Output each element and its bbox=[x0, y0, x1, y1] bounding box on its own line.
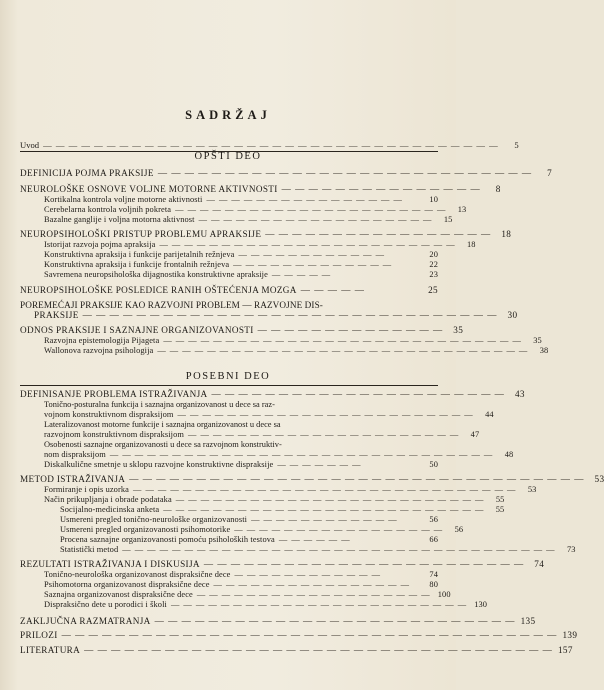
entry-page: 13 bbox=[457, 205, 467, 214]
toc-entry-text: POREMEĆAJI PRAKSIJE KAO RAZVOJNI PROBLEM — RAZVOJNE DIS- bbox=[20, 300, 323, 310]
entry-page: 44 bbox=[485, 410, 494, 419]
entry-page: 18 bbox=[501, 229, 512, 239]
entry-text: Diskalkulične smetnje u sklopu razvojne konstruktivne dispraksije bbox=[44, 460, 274, 469]
entry-page: 130 bbox=[474, 600, 488, 609]
toc-entry bbox=[20, 168, 553, 179]
dot-leader: — — — — — bbox=[300, 285, 365, 295]
toc-entry-text: Osobenosti saznajne organizovanosti u dece sa razvojnom konstruktiv- bbox=[44, 440, 282, 449]
dot-leader: — — — — — — — — — — — — — — — — — — — bbox=[196, 590, 431, 599]
dot-leader: — — — — — — — — — — — — bbox=[251, 515, 398, 524]
dot-leader: — — — — — — — — — — — — — — — — — — — — — — bbox=[175, 205, 447, 214]
entry-page: 18 bbox=[467, 240, 476, 249]
section-heading-opsti: OPŠTI DEO bbox=[194, 151, 262, 162]
entry-text: PRAKSIJE bbox=[34, 310, 79, 320]
entry-text: vojnom konstruktivnom dispraksijom bbox=[44, 410, 174, 419]
entry-page: 15 bbox=[443, 215, 453, 224]
entry-page: 22 bbox=[429, 260, 438, 269]
dot-leader: — — — — — — — — — — — — — — — — — — — — — — bbox=[211, 389, 505, 399]
toc-entry-uvod bbox=[20, 140, 519, 151]
toc-entry-text: Lateralizovanost motorne funkcije i saznajna organizovanost u dece sa bbox=[44, 420, 281, 429]
entry-page: 53 bbox=[527, 485, 537, 494]
entry-text: PRILOZI bbox=[20, 630, 58, 640]
toc-entry bbox=[44, 345, 549, 356]
entry-page: 30 bbox=[507, 310, 518, 320]
entry-text: Usmereni pregled organizovanosti psihomotorike bbox=[60, 525, 231, 534]
entry-text: Statistički metod bbox=[60, 545, 119, 554]
entry-text: Dispraksično dete u porodici i školi bbox=[44, 600, 167, 609]
toc-entry-text: Tonično-posturalna funkcija i saznajna organizovanost u dece sa raz- bbox=[44, 400, 275, 409]
entry-page: 7 bbox=[547, 168, 553, 178]
dot-leader: — — — — — — — — — — — — — — — — — — — — — — — — — — — — bbox=[157, 168, 533, 178]
dot-leader: — — — — — — — — — — — — — — — — — — — — — — — — — — — bbox=[154, 616, 516, 626]
toc-entry bbox=[34, 310, 518, 321]
dot-leader: — — — — — — — — — — — — — — — — — — — — — — — — bbox=[159, 240, 456, 249]
toc-entry bbox=[20, 285, 438, 296]
entry-text: Kortikalna kontrola voljne motorne aktivnosti bbox=[44, 195, 203, 204]
page-title: SADRŽAJ bbox=[185, 108, 271, 122]
entry-page: 38 bbox=[539, 346, 549, 355]
dot-leader: — — — — — — — — — — — — — bbox=[233, 260, 393, 269]
entry-page: 8 bbox=[495, 184, 501, 194]
entry-page: 43 bbox=[514, 389, 525, 399]
entry-text: ODNOS PRAKSIJE I SAZNAJNE ORGANIZOVANOSTI bbox=[20, 325, 254, 335]
dot-leader: — — — — — — — — — — — — — — — — — — — — — — — — — — bbox=[163, 505, 485, 514]
entry-page: 20 bbox=[429, 250, 438, 259]
entry-text: Uvod bbox=[20, 140, 40, 150]
entry-text: NEUROLOŠKE OSNOVE VOLJNE MOTORNE AKTIVNOSTI bbox=[20, 184, 278, 194]
dot-leader: — — — — — — bbox=[278, 535, 351, 544]
entry-page: 48 bbox=[504, 450, 514, 459]
dot-leader: — — — — — — — — — — — — — — bbox=[257, 325, 444, 335]
entry-text: Bazalne ganglije i voljna motorna aktivnost bbox=[44, 215, 195, 224]
entry-text: DEFINISANJE PROBLEMA ISTRAŽIVANJA bbox=[20, 389, 208, 399]
dot-leader: — — — — — — — — — — — — — — — — — — — — — — — — bbox=[203, 559, 525, 569]
entry-text: Usmereni pregled tonično-neurološke organizovanosti bbox=[60, 515, 248, 524]
entry-page: 55 bbox=[495, 505, 505, 514]
entry-text: LITERATURA bbox=[20, 645, 81, 655]
dot-leader: — — — — — — — — — — — — — — — — — — — — — — bbox=[188, 430, 460, 439]
entry-page: 80 bbox=[429, 580, 438, 589]
dot-leader: — — — — — — — — — — — — — — — — bbox=[206, 195, 403, 204]
toc-entry bbox=[60, 544, 576, 555]
dot-leader: — — — — — — — — — — — — — — — — — — — — — — — — bbox=[177, 410, 474, 419]
dot-leader: — — — — — — — — — — — — — — — — — — — — — — — — — bbox=[175, 495, 485, 504]
entry-page: 139 bbox=[562, 630, 578, 640]
entry-text: Konstruktivna apraksija i funkcije parijetalnih režnjeva bbox=[44, 250, 235, 259]
entry-text: Cerebelarna kontrola voljnih pokreta bbox=[44, 205, 172, 214]
entry-page: 66 bbox=[429, 535, 438, 544]
entry-text: Formiranje i opis uzorka bbox=[44, 485, 129, 494]
entry-text: Konstruktivna apraksija i funkcije frontalnih režnjeva bbox=[44, 260, 230, 269]
dot-leader: — — — — — — — — — — — — — — — — — bbox=[234, 525, 444, 534]
entry-text: Psihomotorna organizovanost dispraksične dece bbox=[44, 580, 210, 589]
entry-page: 74 bbox=[534, 559, 545, 569]
entry-page: 47 bbox=[470, 430, 480, 439]
entry-text: Razvojna epistemologija Pijageta bbox=[44, 336, 160, 345]
entry-page: 56 bbox=[454, 525, 464, 534]
entry-text: Savremena neuropsihološka dijagnostika konstruktivne apraksije bbox=[44, 270, 268, 279]
dot-leader: — — — — — — — — — — — — — — — — — — — — — — — — — — — — — bbox=[163, 336, 522, 345]
entry-text: Istorijat razvoja pojma apraksija bbox=[44, 240, 156, 249]
entry-text: Socijalno-medicinska anketa bbox=[60, 505, 160, 514]
entry-text: nom dispraksijom bbox=[44, 450, 106, 459]
entry-page: 56 bbox=[429, 515, 438, 524]
dot-leader: — — — — — — — — — — — — — — — — — — — — — — — — — — — — — — — bbox=[82, 310, 498, 320]
entry-text: Tonično-neurološka organizovanost dispraksične dece bbox=[44, 570, 231, 579]
dot-leader: — — — — — — — — — — — — — — — — — — — — — — — — — — — — — — — — — — bbox=[129, 474, 585, 484]
section-rule bbox=[20, 385, 438, 386]
dot-leader: — — — — — — — — — — — — — — — — — bbox=[265, 229, 492, 239]
dot-leader: — — — — — — — — — — — — — — — — — — — — — — — — — — — — — — — — — — — bbox=[122, 545, 556, 554]
entry-page: 55 bbox=[495, 495, 505, 504]
section-heading-posebni: POSEBNI DEO bbox=[185, 371, 271, 382]
entry-page: 135 bbox=[520, 616, 536, 626]
entry-page: 25 bbox=[428, 285, 438, 295]
dot-leader: — — — — — — — — — — — — bbox=[238, 250, 386, 259]
entry-text: NEUROPSIHOLOŠKE POSLEDICE RANIH OŠTEĆENJA MOZGA bbox=[20, 285, 297, 295]
entry-page: 53 bbox=[594, 474, 604, 484]
toc-entry bbox=[44, 459, 438, 470]
dot-leader: — — — — — — — — — — — — bbox=[234, 570, 381, 579]
dot-leader: — — — — — — — — — — — — — — — — — — — bbox=[198, 215, 433, 224]
entry-text: Wallonova razvojna psihologija bbox=[44, 346, 154, 355]
entry-page: 5 bbox=[514, 140, 519, 150]
entry-text: ZAKLJUČNA RAZMATRANJA bbox=[20, 616, 151, 626]
dot-leader: — — — — — — — — — — — — — — — — bbox=[213, 580, 410, 589]
entry-page: 157 bbox=[557, 645, 573, 655]
entry-page: 10 bbox=[429, 195, 438, 204]
entry-text: Način prikupljanja i obrade podataka bbox=[44, 495, 172, 504]
entry-page: 35 bbox=[533, 336, 542, 345]
dot-leader: — — — — — — — — — — — — — — — — — — — — — — — — — — — — — — bbox=[157, 346, 529, 355]
toc-entry bbox=[20, 616, 536, 627]
toc-entry bbox=[44, 214, 453, 225]
dot-leader: — — — — — — — — — — — — — — — — — — — — — — — — — — — — — — — — — — — — — bbox=[61, 630, 558, 640]
entry-text: REZULTATI ISTRAŽIVANJA I DISKUSIJA bbox=[20, 559, 200, 569]
dot-leader: — — — — — — — bbox=[277, 460, 362, 469]
entry-text: Saznajna organizovanost dispraksične dece bbox=[44, 590, 193, 599]
dot-leader: — — — — — — — — — — — — — — — — — — — — — — — — — — — — — — — — — — — bbox=[84, 645, 553, 655]
toc-entry bbox=[44, 269, 438, 280]
toc-entry bbox=[20, 630, 578, 641]
dot-leader: — — — — — — — — — — — — — — — — — — — — — — — — bbox=[170, 600, 468, 609]
toc-entry bbox=[44, 599, 488, 610]
entry-text: METOD ISTRAŽIVANJA bbox=[20, 474, 126, 484]
entry-text: razvojnom konstruktivnom dispraksijom bbox=[44, 430, 185, 439]
dot-leader: — — — — — — — — — — — — — — — bbox=[281, 184, 481, 194]
entry-page: 74 bbox=[429, 570, 438, 579]
entry-page: 23 bbox=[429, 270, 438, 279]
dot-leader: — — — — — bbox=[271, 270, 332, 279]
entry-text: Procena saznajne organizovanosti pomoću psiholoških testova bbox=[60, 535, 275, 544]
entry-page: 73 bbox=[566, 545, 576, 554]
entry-page: 50 bbox=[429, 460, 438, 469]
toc-entry bbox=[20, 645, 573, 656]
entry-page: 35 bbox=[453, 325, 464, 335]
dot-leader: — — — — — — — — — — — — — — — — — — — — — — — — — — — — — — — — — — — — bbox=[43, 140, 499, 150]
dot-leader: — — — — — — — — — — — — — — — — — — — — — — — — — — — — — — — bbox=[109, 450, 494, 459]
entry-page: 100 bbox=[437, 590, 451, 599]
dot-leader: — — — — — — — — — — — — — — — — — — — — — — — — — — — — — — — bbox=[132, 485, 517, 494]
entry-text: NEUROPSIHOLOŠKI PRISTUP PROBLEMU APRAKSIJE bbox=[20, 229, 262, 239]
entry-text: DEFINICIJA POJMA PRAKSIJE bbox=[20, 168, 154, 178]
